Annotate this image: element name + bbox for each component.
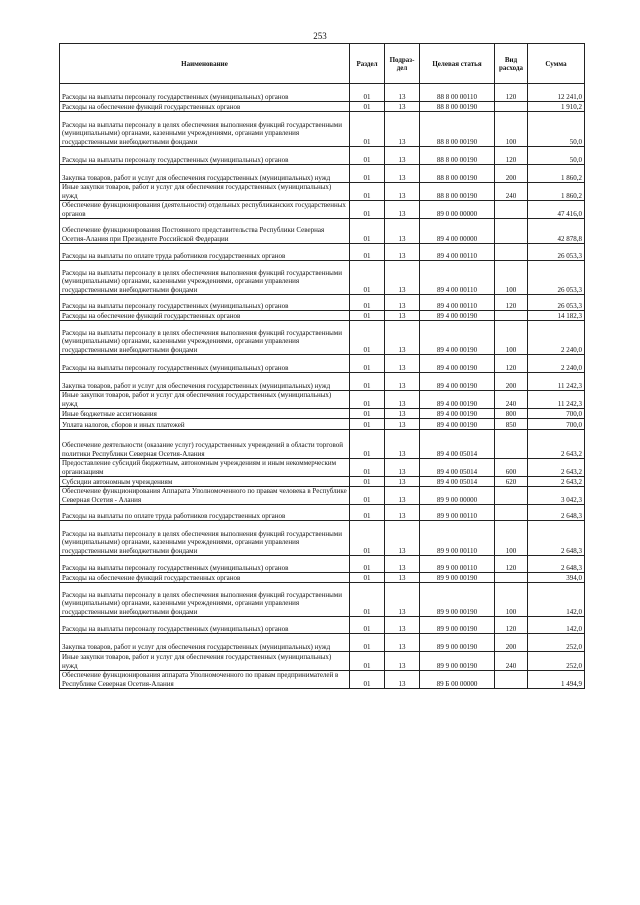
- row-vid: 120: [495, 84, 528, 102]
- row-vid: [495, 311, 528, 321]
- row-podrazdel: 13: [385, 652, 420, 671]
- row-celevaya: 89 4 00 00190: [420, 373, 495, 391]
- row-razdel: 01: [350, 409, 385, 419]
- row-celevaya: 89 4 00 00110: [420, 295, 495, 311]
- row-podrazdel: 13: [385, 391, 420, 409]
- row-podrazdel: 13: [385, 261, 420, 295]
- row-name: Расходы на выплаты персоналу государственных (муниципальных) органов: [60, 84, 350, 102]
- row-vid: 620: [495, 477, 528, 487]
- table-row: [60, 102, 585, 112]
- row-summa: 12 241,0: [528, 84, 585, 102]
- row-vid: 120: [495, 295, 528, 311]
- row-celevaya: 88 8 00 00190: [420, 112, 495, 147]
- table-row: [60, 355, 585, 373]
- row-podrazdel: 13: [385, 183, 420, 201]
- row-vid: 100: [495, 521, 528, 556]
- page-number: 253: [313, 31, 327, 41]
- table-row: [60, 652, 585, 671]
- row-celevaya: 89 4 00 00110: [420, 244, 495, 261]
- row-podrazdel: 13: [385, 505, 420, 521]
- row-name: Закупка товаров, работ и услуг для обеспечения государственных (муниципальных) нужд: [60, 165, 350, 183]
- row-name: Иные бюджетные ассигнования: [60, 409, 350, 419]
- row-razdel: 01: [350, 477, 385, 487]
- row-razdel: 01: [350, 671, 385, 689]
- table-row: [60, 391, 585, 409]
- row-name: Иные закупки товаров, работ и услуг для обеспечения государственных (муниципальных) нужд: [60, 183, 350, 201]
- row-podrazdel: 13: [385, 671, 420, 689]
- row-podrazdel: 13: [385, 487, 420, 505]
- row-razdel: 01: [350, 244, 385, 261]
- row-razdel: 01: [350, 373, 385, 391]
- row-name: Обеспечение функционирования (деятельности) отдельных республиканских государственных органов: [60, 201, 350, 219]
- row-podrazdel: 13: [385, 147, 420, 165]
- row-name: Расходы на выплаты по оплате труда работников государственных органов: [60, 505, 350, 521]
- row-podrazdel: 13: [385, 102, 420, 112]
- row-vid: 100: [495, 583, 528, 617]
- row-vid: 120: [495, 355, 528, 373]
- row-razdel: 01: [350, 295, 385, 311]
- row-name: Расходы на выплаты персоналу в целях обеспечения выполнения функций государственными (муниципальными) органами, казенными учреждениями, органами управления государственными внебюджетными фондами: [60, 521, 350, 556]
- row-celevaya: 89 4 00 00190: [420, 391, 495, 409]
- row-razdel: 01: [350, 634, 385, 652]
- row-podrazdel: 13: [385, 634, 420, 652]
- row-podrazdel: 13: [385, 311, 420, 321]
- row-razdel: 01: [350, 219, 385, 244]
- row-razdel: 01: [350, 355, 385, 373]
- row-celevaya: 88 8 00 00190: [420, 165, 495, 183]
- table-row: [60, 521, 585, 556]
- row-razdel: 01: [350, 487, 385, 505]
- row-razdel: 01: [350, 617, 385, 634]
- row-celevaya: 89 9 00 00110: [420, 521, 495, 556]
- row-summa: 700,0: [528, 409, 585, 419]
- row-podrazdel: 13: [385, 244, 420, 261]
- row-podrazdel: 13: [385, 459, 420, 477]
- row-vid: 100: [495, 112, 528, 147]
- row-podrazdel: 13: [385, 583, 420, 617]
- row-podrazdel: 13: [385, 355, 420, 373]
- row-podrazdel: 13: [385, 521, 420, 556]
- row-summa: 26 053,3: [528, 295, 585, 311]
- table-row: [60, 147, 585, 165]
- row-celevaya: 89 4 00 00190: [420, 355, 495, 373]
- row-summa: 26 053,3: [528, 261, 585, 295]
- row-razdel: 01: [350, 521, 385, 556]
- row-summa: 2 643,2: [528, 459, 585, 477]
- row-summa: 50,0: [528, 147, 585, 165]
- table-row: [60, 183, 585, 201]
- table-row: [60, 430, 585, 459]
- row-summa: 50,0: [528, 112, 585, 147]
- row-podrazdel: 13: [385, 477, 420, 487]
- row-vid: 120: [495, 147, 528, 165]
- row-celevaya: 89 9 00 00190: [420, 573, 495, 583]
- row-vid: [495, 102, 528, 112]
- row-name: Расходы на выплаты персоналу в целях обеспечения выполнения функций государственными (муниципальными) органами, казенными учреждениями, органами управления государственными внебюджетными фондами: [60, 112, 350, 147]
- row-name: Субсидии автономным учреждениям: [60, 477, 350, 487]
- table-row: [60, 84, 585, 102]
- row-summa: 252,0: [528, 652, 585, 671]
- row-razdel: 01: [350, 311, 385, 321]
- row-name: Расходы на обеспечение функций государственных органов: [60, 102, 350, 112]
- row-razdel: 01: [350, 261, 385, 295]
- row-razdel: 01: [350, 573, 385, 583]
- row-name: Расходы на выплаты персоналу государственных (муниципальных) органов: [60, 355, 350, 373]
- row-vid: 200: [495, 373, 528, 391]
- row-name: Расходы на выплаты по оплате труда работников государственных органов: [60, 244, 350, 261]
- table-row: [60, 244, 585, 261]
- row-vid: [495, 671, 528, 689]
- row-vid: 200: [495, 165, 528, 183]
- row-celevaya: 89 4 00 00190: [420, 311, 495, 321]
- row-vid: 100: [495, 321, 528, 355]
- row-summa: 42 878,8: [528, 219, 585, 244]
- row-name: Уплата налогов, сборов и иных платежей: [60, 419, 350, 430]
- row-celevaya: 89 9 00 00190: [420, 634, 495, 652]
- row-name: Предоставление субсидий бюджетным, автономным учреждениям и иным некоммерческим организациям: [60, 459, 350, 477]
- row-summa: 142,0: [528, 583, 585, 617]
- row-vid: [495, 244, 528, 261]
- row-vid: 120: [495, 556, 528, 573]
- row-summa: 1 910,2: [528, 102, 585, 112]
- row-name: Расходы на выплаты персоналу в целях обеспечения выполнения функций государственными (муниципальными) органами, казенными учреждениями, органами управления государственными внебюджетными фондами: [60, 261, 350, 295]
- row-name: Иные закупки товаров, работ и услуг для обеспечения государственных (муниципальных) нужд: [60, 652, 350, 671]
- row-summa: 142,0: [528, 617, 585, 634]
- row-razdel: 01: [350, 419, 385, 430]
- row-podrazdel: 13: [385, 556, 420, 573]
- row-razdel: 01: [350, 556, 385, 573]
- table-row: [60, 165, 585, 183]
- row-summa: 2 240,0: [528, 355, 585, 373]
- table-row: [60, 634, 585, 652]
- row-name: Обеспечение функционирования аппарата Уполномоченного по правам предпринимателей в Республике Северная Осетия-Алания: [60, 671, 350, 689]
- header-celevaya: Целевая статья: [420, 44, 495, 84]
- row-name: Обеспечение функционирования Постоянного представительства Республики Северная Осетия-Алания при Президенте Российской Федерации: [60, 219, 350, 244]
- row-razdel: 01: [350, 652, 385, 671]
- row-podrazdel: 13: [385, 321, 420, 355]
- row-podrazdel: 13: [385, 419, 420, 430]
- row-name: Расходы на обеспечение функций государственных органов: [60, 311, 350, 321]
- row-celevaya: 89 4 00 00190: [420, 409, 495, 419]
- row-name: Расходы на обеспечение функций государственных органов: [60, 573, 350, 583]
- row-celevaya: 89 4 00 00110: [420, 261, 495, 295]
- row-celevaya: 88 8 00 00190: [420, 147, 495, 165]
- row-summa: 26 053,3: [528, 244, 585, 261]
- row-podrazdel: 13: [385, 573, 420, 583]
- row-podrazdel: 13: [385, 201, 420, 219]
- row-summa: 11 242,3: [528, 391, 585, 409]
- row-name: Иные закупки товаров, работ и услуг для обеспечения государственных (муниципальных) нужд: [60, 391, 350, 409]
- row-vid: 240: [495, 652, 528, 671]
- row-vid: [495, 201, 528, 219]
- row-celevaya: 88 8 00 00190: [420, 183, 495, 201]
- table-row: [60, 295, 585, 311]
- row-summa: 2 643,2: [528, 477, 585, 487]
- table-body: [60, 84, 585, 689]
- row-razdel: 01: [350, 459, 385, 477]
- row-name: Закупка товаров, работ и услуг для обеспечения государственных (муниципальных) нужд: [60, 373, 350, 391]
- header-summa: Сумма: [528, 44, 585, 84]
- row-summa: 252,0: [528, 634, 585, 652]
- row-razdel: 01: [350, 84, 385, 102]
- row-vid: [495, 219, 528, 244]
- row-name: Расходы на выплаты персоналу в целях обеспечения выполнения функций государственными (муниципальными) органами, казенными учреждениями, органами управления государственными внебюджетными фондами: [60, 321, 350, 355]
- row-celevaya: 89 9 00 00110: [420, 556, 495, 573]
- row-podrazdel: 13: [385, 373, 420, 391]
- row-celevaya: 89 9 00 00190: [420, 652, 495, 671]
- row-summa: 1 860,2: [528, 165, 585, 183]
- row-vid: 800: [495, 409, 528, 419]
- row-name: Расходы на выплаты персоналу государственных (муниципальных) органов: [60, 147, 350, 165]
- header-name: Наименование: [60, 44, 350, 84]
- table-row: [60, 505, 585, 521]
- row-celevaya: 89 4 00 05014: [420, 430, 495, 459]
- row-podrazdel: 13: [385, 112, 420, 147]
- row-name: Закупка товаров, работ и услуг для обеспечения государственных (муниципальных) нужд: [60, 634, 350, 652]
- row-podrazdel: 13: [385, 617, 420, 634]
- row-razdel: 01: [350, 391, 385, 409]
- table-row: [60, 261, 585, 295]
- row-podrazdel: 13: [385, 219, 420, 244]
- row-razdel: 01: [350, 102, 385, 112]
- row-vid: [495, 487, 528, 505]
- row-summa: 2 648,3: [528, 556, 585, 573]
- row-podrazdel: 13: [385, 295, 420, 311]
- row-name: Расходы на выплаты персоналу государственных (муниципальных) органов: [60, 556, 350, 573]
- row-celevaya: 89 9 00 00190: [420, 617, 495, 634]
- row-razdel: 01: [350, 147, 385, 165]
- row-celevaya: 89 9 00 00000: [420, 487, 495, 505]
- row-razdel: 01: [350, 201, 385, 219]
- row-podrazdel: 13: [385, 165, 420, 183]
- table-row: [60, 373, 585, 391]
- table-row: [60, 459, 585, 477]
- table-row: [60, 201, 585, 219]
- table-row: [60, 311, 585, 321]
- row-vid: [495, 573, 528, 583]
- row-podrazdel: 13: [385, 409, 420, 419]
- row-celevaya: 89 4 00 00190: [420, 419, 495, 430]
- row-razdel: 01: [350, 112, 385, 147]
- row-vid: 120: [495, 617, 528, 634]
- row-razdel: 01: [350, 321, 385, 355]
- row-celevaya: 89 Б 00 00000: [420, 671, 495, 689]
- row-summa: 47 416,0: [528, 201, 585, 219]
- table-row: [60, 583, 585, 617]
- row-vid: 600: [495, 459, 528, 477]
- row-razdel: 01: [350, 183, 385, 201]
- row-summa: 2 648,3: [528, 505, 585, 521]
- table-row: [60, 556, 585, 573]
- row-summa: 1 860,2: [528, 183, 585, 201]
- row-summa: 14 182,3: [528, 311, 585, 321]
- table-row: [60, 617, 585, 634]
- row-razdel: 01: [350, 583, 385, 617]
- header-podrazdel: Подраз-дел: [385, 44, 420, 84]
- row-name: Обеспечение функционирования Аппарата Уполномоченного по правам человека в Республике Северная Осетия - Алания: [60, 487, 350, 505]
- row-celevaya: 89 4 00 00190: [420, 321, 495, 355]
- header-razdel: Раздел: [350, 44, 385, 84]
- row-vid: 100: [495, 261, 528, 295]
- row-summa: 2 643,2: [528, 430, 585, 459]
- table-row: [60, 219, 585, 244]
- row-summa: 11 242,3: [528, 373, 585, 391]
- table-row: [60, 487, 585, 505]
- row-summa: 700,0: [528, 419, 585, 430]
- row-name: Обеспечение деятельности (оказание услуг) государственных учреждений в области торговой политики Республики Северная Осетия-Алания: [60, 430, 350, 459]
- row-celevaya: 89 4 00 05014: [420, 477, 495, 487]
- table-row: [60, 671, 585, 689]
- row-razdel: 01: [350, 505, 385, 521]
- row-celevaya: 89 9 00 00110: [420, 505, 495, 521]
- row-vid: [495, 430, 528, 459]
- row-razdel: 01: [350, 430, 385, 459]
- row-vid: 240: [495, 183, 528, 201]
- row-summa: 1 494,9: [528, 671, 585, 689]
- row-celevaya: 89 0 00 00000: [420, 201, 495, 219]
- table-row: [60, 419, 585, 430]
- row-summa: 3 042,3: [528, 487, 585, 505]
- row-summa: 2 648,3: [528, 521, 585, 556]
- table-row: [60, 477, 585, 487]
- row-vid: 240: [495, 391, 528, 409]
- row-name: Расходы на выплаты персоналу в целях обеспечения выполнения функций государственными (муниципальными) органами, казенными учреждениями, органами управления государственными внебюджетными фондами: [60, 583, 350, 617]
- row-vid: 200: [495, 634, 528, 652]
- row-name: Расходы на выплаты персоналу государственных (муниципальных) органов: [60, 617, 350, 634]
- table-row: [60, 321, 585, 355]
- row-summa: 394,0: [528, 573, 585, 583]
- table-row: [60, 573, 585, 583]
- row-vid: [495, 505, 528, 521]
- row-celevaya: 89 9 00 00190: [420, 583, 495, 617]
- row-celevaya: 89 4 00 00000: [420, 219, 495, 244]
- row-razdel: 01: [350, 165, 385, 183]
- table-row: [60, 112, 585, 147]
- row-name: Расходы на выплаты персоналу государственных (муниципальных) органов: [60, 295, 350, 311]
- table-row: [60, 409, 585, 419]
- table-header: [60, 44, 585, 84]
- row-podrazdel: 13: [385, 84, 420, 102]
- budget-table: [59, 43, 585, 689]
- row-celevaya: 89 4 00 05014: [420, 459, 495, 477]
- row-podrazdel: 13: [385, 430, 420, 459]
- row-vid: 850: [495, 419, 528, 430]
- row-celevaya: 88 8 00 00190: [420, 102, 495, 112]
- header-vid: Вид расхода: [495, 44, 528, 84]
- row-celevaya: 88 8 00 00110: [420, 84, 495, 102]
- row-summa: 2 240,0: [528, 321, 585, 355]
